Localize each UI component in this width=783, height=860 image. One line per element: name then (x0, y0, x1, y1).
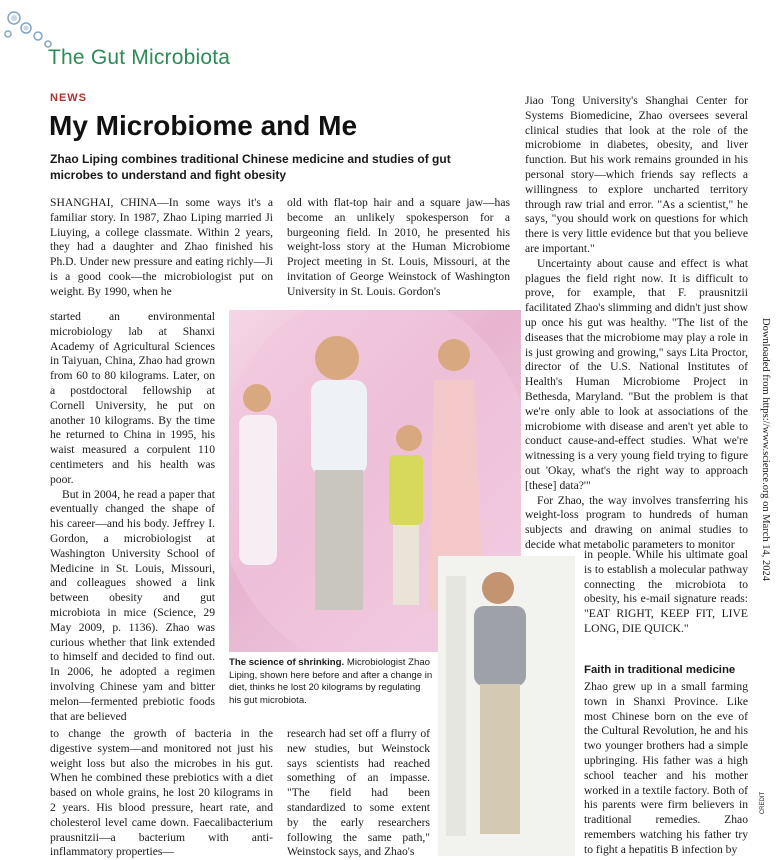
paragraph: research had set off a flurry of new studies, but Weinstock says scientists had reached something of an impasse. "The field had been standardized to some extent by the early researchers following the same path," Weinstock says, and Zhao's (287, 727, 430, 859)
body-col3-bottom (584, 680, 748, 858)
body-col3-top (525, 94, 748, 553)
paragraph: For Zhao, the way involves transferring his weight-loss program to hundreds of human subjects and drawing on animal studies to decide what metabolic parameters to monitor (525, 493, 748, 551)
deck: Zhao Liping combines traditional Chinese medicine and studies of gut microbes to understand and fight obesity (50, 152, 451, 182)
body-col1-mid (50, 310, 215, 724)
paragraph: old with flat-top hair and a square jaw—has become an unlikely spokesperson for a burgeoning field. In 2010, he presented his weight-loss story at the Human Microbiome Project meeting in St. Louis, Missouri, at the invitation of George Weinstock of Washington University in St. Louis. Gordon's (287, 196, 510, 298)
subhead: Faith in traditional medicine (584, 664, 736, 676)
after-photo (438, 556, 575, 856)
body-col2-bottom (287, 727, 430, 860)
paragraph: Uncertainty about cause and effect is what plagues the field right now. It is difficult to prove, for example, that F. prausnitzii facilitated Zhao's slimming and didn't just show up once his gut was healthy. "The list of the diseases that the microbiome may play a role in is just growing and growing," says Lita Proctor, director of the U.S. National Institutes of Health's Human Microbiome Project in Bethesda, Maryland. "But the problem is that we're only able to look at associations of the microbiome with disease and aren't yet able to conduct cause-and-effect studies. What we're witnessing is a very young field trying to figure out 'Okay, what's the right way to approach [these] data?'" (525, 256, 748, 492)
photo-caption (229, 657, 434, 707)
photo-credit: CREDIT (760, 791, 767, 815)
download-note-text: Downloaded from https://www.science.org on March 14, 2024 (760, 318, 771, 582)
section-label: The Gut Microbiota (48, 46, 231, 69)
body-col2-top (287, 196, 510, 300)
body-col1-top (50, 196, 273, 300)
body-col3-mid (584, 548, 748, 637)
download-note (757, 318, 773, 638)
paragraph: SHANGHAI, CHINA—In some ways it's a familiar story. In 1987, Zhao Liping married Ji Liuying, a college classmate. Within 2 years, they had a daughter and Zhao finished his Ph.D. Under new pressure and eating richly—Ji is a good cook—the microbiologist put on weight. By 1990, when he (50, 196, 273, 298)
paragraph: Zhao grew up in a small farming town in Shanxi Province. Like most Chinese born on the eve of the Cultural Revolution, he and his two younger brothers had a simple upbringing. His father was a high school teacher and his mother worked in a textile factory. Both of his parents were firm believers in traditional remedies. Zhao remembers watching his father try to fight a hepatitis B infection by (584, 680, 748, 856)
headline: My Microbiome and Me (49, 110, 358, 141)
caption-title: The science of shrinking. (229, 657, 345, 668)
paragraph: Jiao Tong University's Shanghai Center for Systems Biomedicine, Zhao oversees several clinical studies that look at the role of the microbiome in diabetes, obesity, and liver function. But his work remains grounded in his personal story—which friends say reflects a willingness to explore uncharted territory through raw trial and error. "As a scientist," he says, "you should work on questions for which there is very little evidence but that you believe are important." (525, 94, 748, 255)
kicker: NEWS (50, 92, 87, 104)
paragraph: started an environmental microbiology lab at Shanxi Academy of Agricultural Sciences in Taiyuan, China, Zhao had grown from 60 to 80 kilograms. Later, on a postdoctoral fellowship at Cornell University, he put on another 10 kilograms. By the time he returned to China in 1995, his waist measured a corpulent 110 centimeters and his health was poor. (50, 310, 215, 486)
body-col1-bottom (50, 727, 273, 860)
paragraph: to change the growth of bacteria in the digestive system—and monitored not just his weight loss but also the microbes in his gut. When he combined these prebiotics with a diet based on whole grains, he lost 20 kilograms in 2 years. His blood pressure, heart rate, and cholesterol level came down. Faecalibacterium prausnitzii—a bacterium with anti-inflammatory properties— (50, 727, 273, 859)
paragraph: in people. While his ultimate goal is to establish a molecular pathway connecting the microbiota to obesity, his e-mail signature reads: "EAT RIGHT, KEEP FIT, LIVE LONG, DIE QUICK." (584, 548, 748, 635)
paragraph: But in 2004, he read a paper that eventually changed the shape of his career—and his body. Jeffrey I. Gordon, a microbiologist at Washington University School of Medicine in St. Louis, Missouri, and colleagues showed a link between obesity and gut microbiota in mice (Science, 29 May 2009, p. 1136). Zhao was curious whether that link extended to himself and decided to find out. In 2006, he adopted a regimen involving Chinese yam and bitter melon—fermented prebiotic foods that are believed (50, 487, 215, 723)
caption-text: Microbiologist Zhao Liping, shown here before and after a change in diet, thinks he lost 20 kilograms by regulating his gut microbiota. (229, 657, 433, 706)
